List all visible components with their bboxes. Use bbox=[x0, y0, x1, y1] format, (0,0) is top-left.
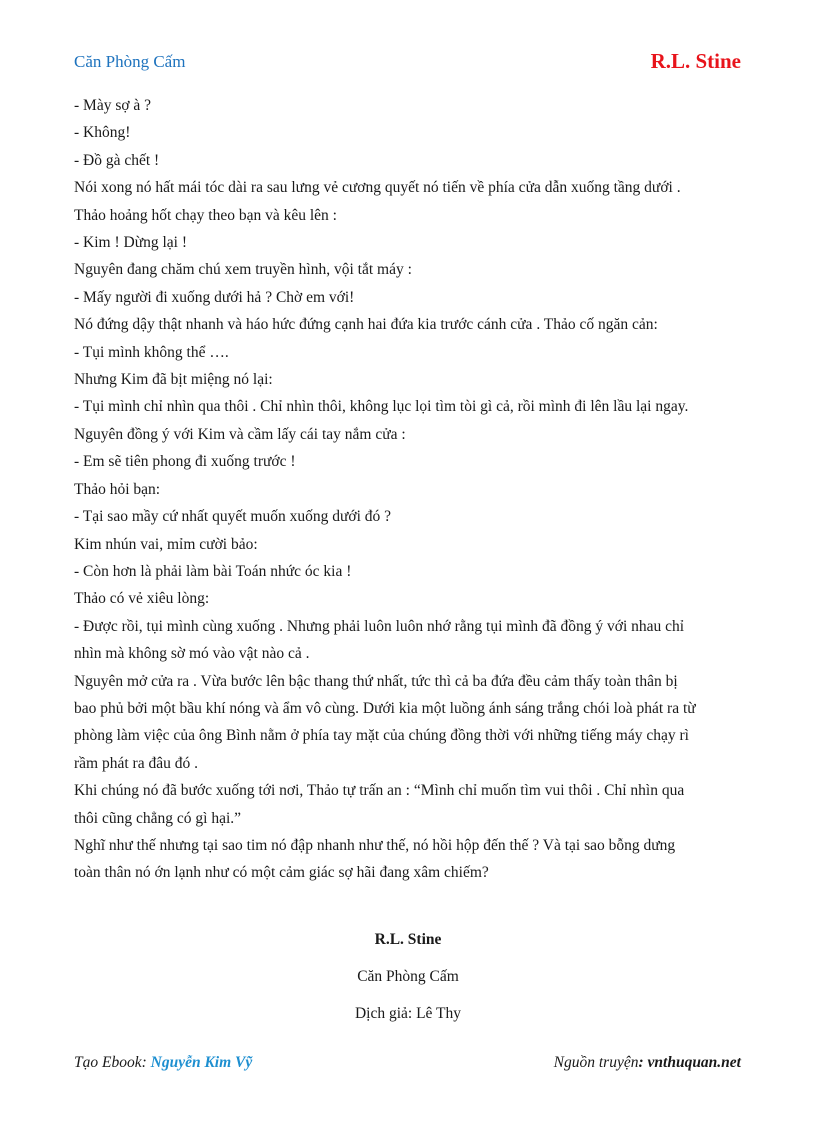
story-line: - Đồ gà chết ! bbox=[74, 151, 160, 169]
credits-title: Căn Phòng Cấm bbox=[357, 968, 459, 985]
story-line: toàn thân nó ớn lạnh như có một cảm giác sợ hãi đang xâm chiếm? bbox=[74, 864, 489, 882]
story-line: nhìn mà không sờ mó vào vật nào cả . bbox=[74, 645, 310, 663]
story-line: - Được rồi, tụi mình cùng xuống . Nhưng phải luôn luôn nhớ rằng tụi mình đã đồng ý với nhau chỉ bbox=[74, 617, 685, 635]
story-line: Thảo hoảng hốt chạy theo bạn và kêu lên : bbox=[74, 206, 337, 224]
story-line: Nguyên đồng ý với Kim và cầm lấy cái tay nắm cửa : bbox=[74, 425, 406, 443]
story-line: - Tụi mình không thể …. bbox=[74, 343, 229, 361]
story-line: - Tại sao mầy cứ nhất quyết muốn xuống dưới đó ? bbox=[74, 508, 392, 526]
story-line: Thảo có vẻ xiêu lòng: bbox=[74, 590, 210, 608]
story-line: Nghĩ như thế nhưng tại sao tim nó đập nhanh như thế, nó hồi hộp đến thế ? Và tại sao bỗng dưng bbox=[74, 836, 676, 854]
story-line: - Không! bbox=[74, 124, 131, 142]
story-line: thôi cũng chẳng có gì hại.” bbox=[74, 809, 242, 827]
story-line: - Mày sợ à ? bbox=[74, 97, 152, 114]
credits-author: R.L. Stine bbox=[374, 931, 442, 948]
footer-source-site: vnthuquan.net bbox=[647, 1054, 741, 1071]
story-line: - Tụi mình chỉ nhìn qua thôi . Chỉ nhìn thôi, không lục lọi tìm tòi gì cả, rồi mình đi lên lầu lại ngay. bbox=[74, 398, 689, 416]
footer-source-separator: : bbox=[638, 1054, 648, 1071]
story-body bbox=[74, 92, 754, 887]
footer-source-label: Nguồn truyện bbox=[553, 1054, 639, 1071]
footer-ebook-label: Tạo Ebook bbox=[74, 1054, 142, 1071]
story-line: Khi chúng nó đã bước xuống tới nơi, Thảo tự trấn an : “Mình chỉ muốn tìm vui thôi . Chỉ nhìn qua bbox=[74, 782, 685, 800]
header-book-title: Căn Phòng Cấm bbox=[74, 52, 186, 71]
story-line: Nói xong nó hất mái tóc dài ra sau lưng vẻ cương quyết nó tiến về phía cửa dẫn xuống tầng dưới . bbox=[74, 179, 681, 197]
story-line: bao phủ bởi một bầu khí nóng và ẩm vô cùng. Dưới kia một luồng ánh sáng trắng chói loà phát ra từ bbox=[74, 699, 696, 717]
story-line: - Mấy người đi xuống dưới hả ? Chờ em với! bbox=[74, 288, 355, 306]
footer-source-credit bbox=[554, 1054, 741, 1072]
footer-ebook-creator: Nguyễn Kim Vỹ bbox=[150, 1054, 253, 1071]
story-line: - Em sẽ tiên phong đi xuống trước ! bbox=[74, 453, 296, 471]
credits-translator: Dịch giả: Lê Thy bbox=[354, 1005, 462, 1022]
footer-ebook-separator: : bbox=[141, 1054, 151, 1071]
header-author: R.L. Stine bbox=[650, 49, 741, 73]
story-line: rầm phát ra đâu đó . bbox=[74, 754, 198, 772]
story-line: Nguyên mở cửa ra . Vừa bước lên bậc thang thứ nhất, tức thì cả ba đứa đều cảm thấy toàn thân bị bbox=[74, 672, 678, 690]
story-line: Kim nhún vai, mỉm cười bảo: bbox=[74, 535, 258, 553]
story-line: Thảo hỏi bạn: bbox=[74, 480, 161, 498]
story-line: - Còn hơn là phải làm bài Toán nhức óc kia ! bbox=[74, 562, 352, 580]
footer-ebook-credit bbox=[74, 1054, 252, 1072]
story-line: Nó đứng dậy thật nhanh và háo hức đứng cạnh hai đứa kia trước cánh cửa . Thảo cố ngăn cản: bbox=[74, 316, 658, 334]
story-line: Nhưng Kim đã bịt miệng nó lại: bbox=[74, 371, 273, 389]
story-line: Nguyên đang chăm chú xem truyền hình, vội tắt máy : bbox=[74, 261, 412, 279]
story-line: phòng làm việc của ông Bình nằm ở phía tay mặt của chúng đồng thời với những tiếng máy chạy rì bbox=[74, 727, 689, 745]
story-line: - Kim ! Dừng lại ! bbox=[74, 234, 188, 252]
